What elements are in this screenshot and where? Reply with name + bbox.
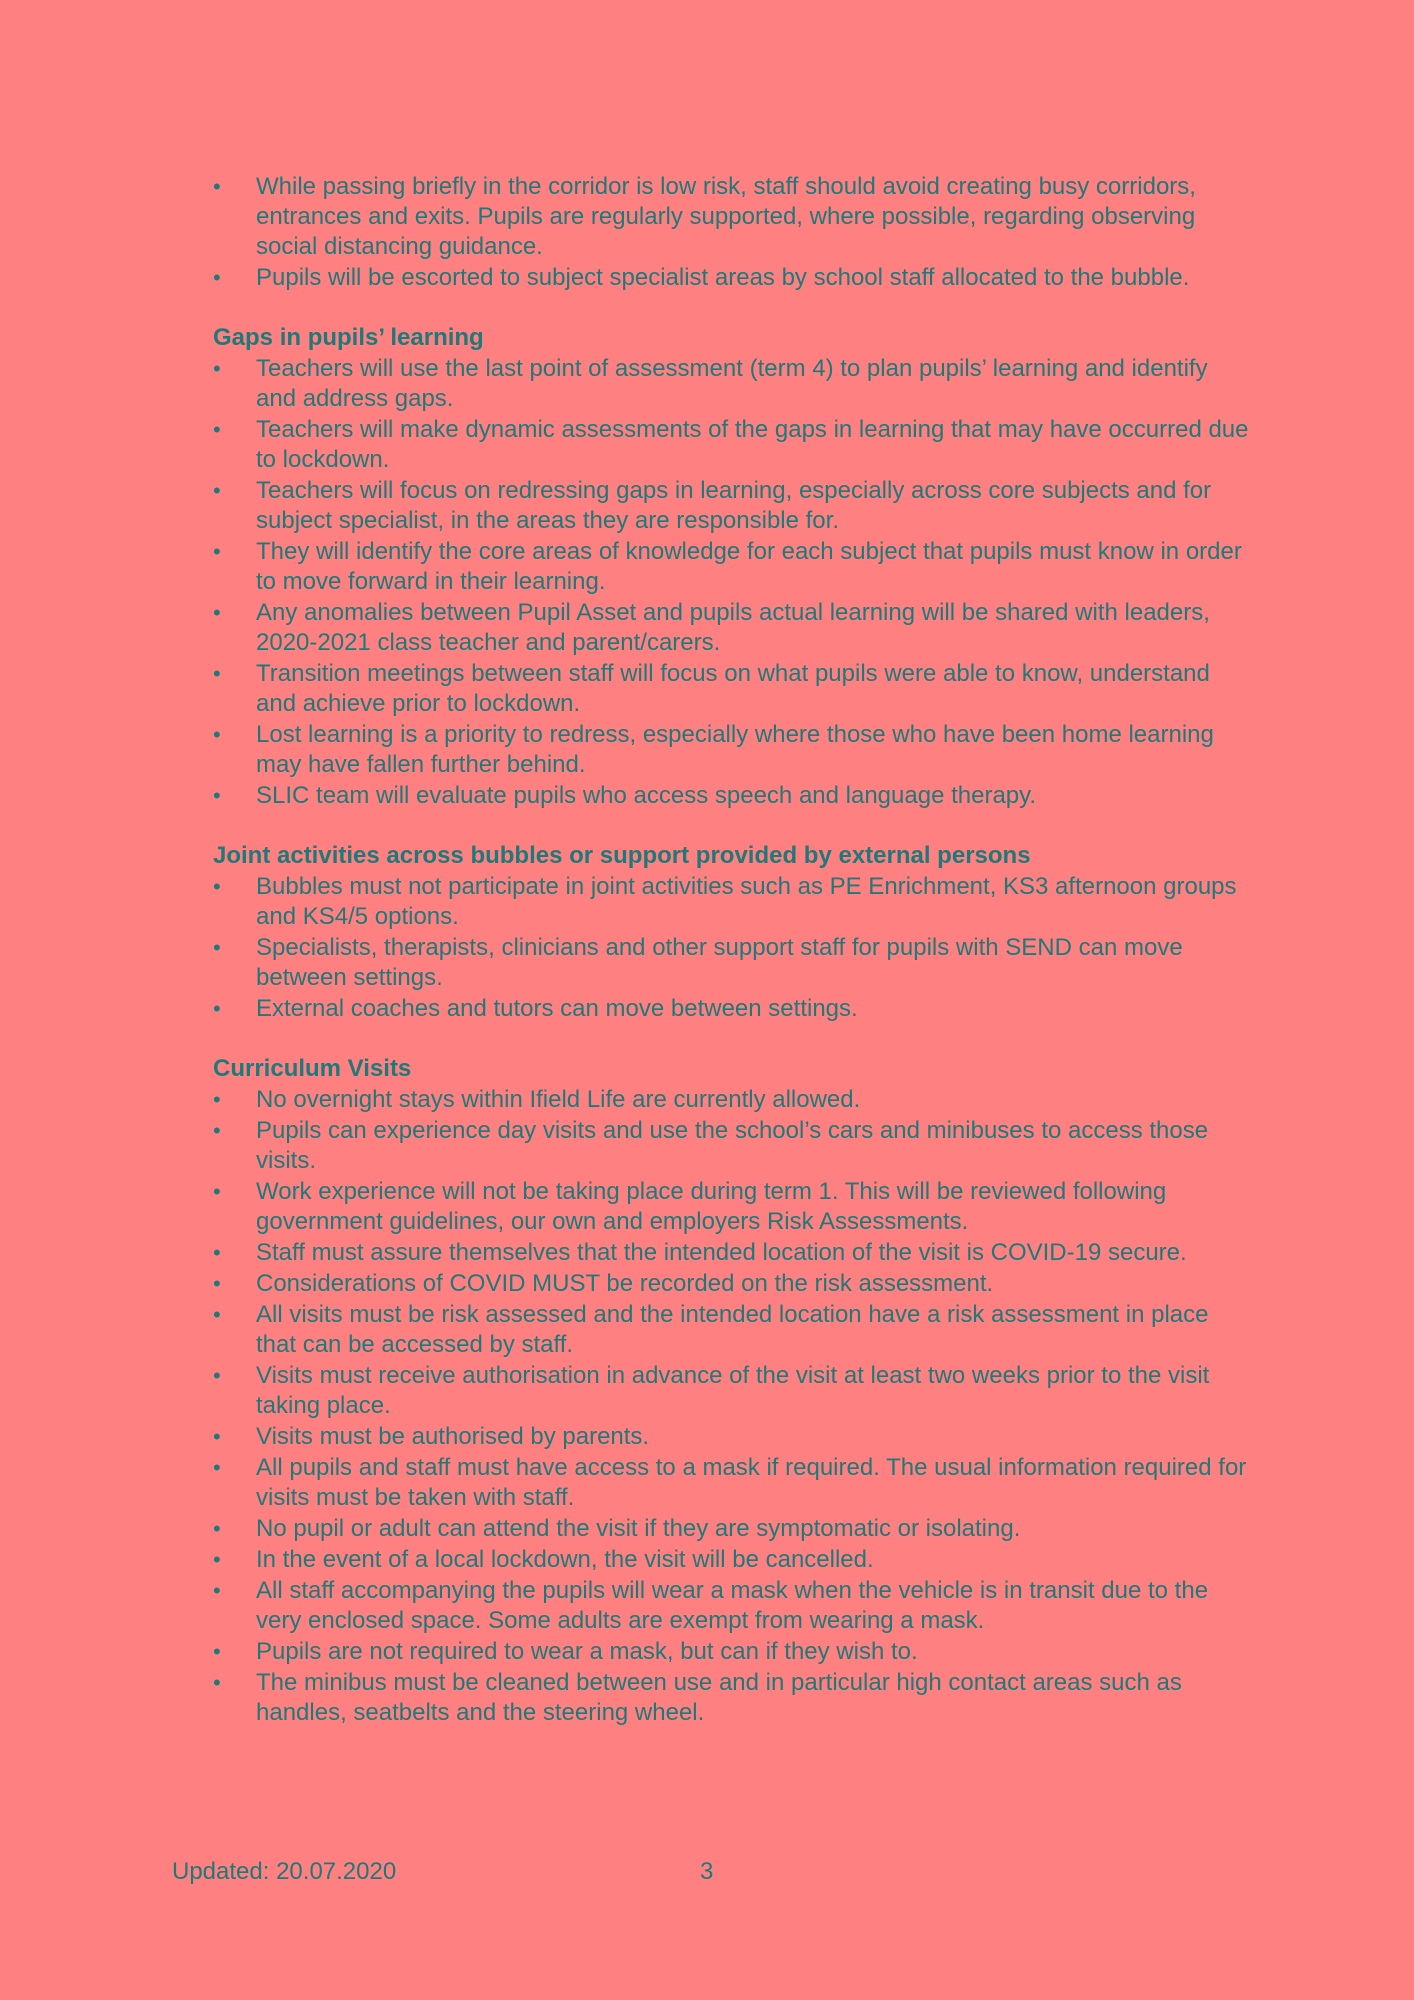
section-title: Gaps in pupils’ learning (213, 324, 484, 351)
bullet-text: All staff accompanying the pupils will wear a mask when the vehicle is in transit due to the very enclosed space. Some adults are exempt from wearing a mask. (256, 1577, 1209, 1634)
section-bullet-list (213, 872, 1253, 1024)
bullet-item (213, 659, 1253, 719)
bullet-item (213, 354, 1253, 414)
intro-bullet-list (213, 172, 1253, 293)
section-bullet-list (213, 1085, 1253, 1728)
bullet-item (213, 1576, 1253, 1636)
bullet-glyph: • (213, 600, 221, 625)
bullet-item (213, 1514, 1253, 1544)
bullet-glyph: • (213, 935, 221, 960)
bullet-item (213, 598, 1253, 658)
bullet-item (213, 1269, 1253, 1299)
bullet-text: Visits must receive authorisation in advance of the visit at least two weeks prior to the visit taking place. (256, 1362, 1210, 1419)
bullet-item (213, 1668, 1253, 1728)
bullet-item (213, 1453, 1253, 1513)
bullet-item (213, 872, 1253, 932)
bullet-text: External coaches and tutors can move between settings. (256, 995, 858, 1022)
bullet-text: They will identify the core areas of knowledge for each subject that pupils must know in order to move forward in their learning. (256, 538, 1242, 595)
bullet-item (213, 1361, 1253, 1421)
bullet-glyph: • (213, 417, 221, 442)
bullet-text: Specialists, therapists, clinicians and other support staff for pupils with SEND can move between settings. (256, 934, 1183, 991)
bullet-text: Any anomalies between Pupil Asset and pupils actual learning will be shared with leaders, 2020-2021 class teacher and parent/carers. (256, 599, 1210, 656)
bullet-glyph: • (213, 174, 221, 199)
bullet-item (213, 415, 1253, 475)
bullet-item (213, 1238, 1253, 1268)
sections-container (213, 323, 1253, 1728)
bullet-item (213, 1300, 1253, 1360)
bullet-text: Teachers will focus on redressing gaps in learning, especially across core subjects and for subject specialist, in the areas they are responsible for. (256, 477, 1212, 534)
bullet-text: Teachers will make dynamic assessments of the gaps in learning that may have occurred due to lockdown. (256, 416, 1249, 473)
bullet-item (213, 172, 1253, 262)
bullet-text: No pupil or adult can attend the visit if they are symptomatic or isolating. (256, 1515, 1021, 1542)
bullet-text: All pupils and staff must have access to a mask if required. The usual information required for visits must be taken with staff. (256, 1454, 1247, 1511)
bullet-text: While passing briefly in the corridor is low risk, staff should avoid creating busy corridors, entrances and exits. Pupils are regularly supported, where possible, regarding observing social distancing guidance. (256, 173, 1196, 260)
bullet-item (213, 720, 1253, 780)
bullet-item (213, 263, 1253, 293)
bullet-glyph: • (213, 1271, 221, 1296)
footer-page-number: 3 (700, 1858, 714, 1885)
section-bullet-list (213, 354, 1253, 811)
bullet-glyph: • (213, 1424, 221, 1449)
section-title: Joint activities across bubbles or support provided by external persons (213, 842, 1031, 869)
bullet-glyph: • (213, 996, 221, 1021)
bullet-glyph: • (213, 478, 221, 503)
bullet-item (213, 781, 1253, 811)
bullet-glyph: • (213, 356, 221, 381)
document-body (213, 172, 1253, 1729)
section (213, 1054, 1253, 1728)
bullet-text: The minibus must be cleaned between use and in particular high contact areas such as handles, seatbelts and the steering wheel. (256, 1669, 1182, 1726)
bullet-text: No overnight stays within Ifield Life are currently allowed. (256, 1086, 861, 1113)
bullet-glyph: • (213, 783, 221, 808)
bullet-glyph: • (213, 1670, 221, 1695)
bullet-text: Teachers will use the last point of assessment (term 4) to plan pupils’ learning and identify and address gaps. (256, 355, 1208, 412)
section (213, 841, 1253, 1024)
bullet-item (213, 537, 1253, 597)
bullet-text: Pupils can experience day visits and use the school’s cars and minibuses to access those visits. (256, 1117, 1209, 1174)
bullet-text: Pupils will be escorted to subject specialist areas by school staff allocated to the bubble. (256, 264, 1190, 291)
bullet-text: All visits must be risk assessed and the intended location have a risk assessment in place that can be accessed by staff. (256, 1301, 1209, 1358)
bullet-text: Bubbles must not participate in joint activities such as PE Enrichment, KS3 afternoon groups and KS4/5 options. (256, 873, 1237, 930)
bullet-glyph: • (213, 1578, 221, 1603)
bullet-glyph: • (213, 1455, 221, 1480)
bullet-glyph: • (213, 1639, 221, 1664)
bullet-text: Transition meetings between staff will focus on what pupils were able to know, understand and achieve prior to lockdown. (256, 660, 1210, 717)
bullet-glyph: • (213, 661, 221, 686)
bullet-glyph: • (213, 1547, 221, 1572)
bullet-glyph: • (213, 539, 221, 564)
bullet-item (213, 1637, 1253, 1667)
bullet-item (213, 1422, 1253, 1452)
bullet-glyph: • (213, 1240, 221, 1265)
bullet-glyph: • (213, 265, 221, 290)
bullet-text: Lost learning is a priority to redress, especially where those who have been home learning may have fallen further behind. (256, 721, 1214, 778)
bullet-text: SLIC team will evaluate pupils who access speech and language therapy. (256, 782, 1037, 809)
bullet-glyph: • (213, 874, 221, 899)
bullet-text: Visits must be authorised by parents. (256, 1423, 650, 1450)
bullet-item (213, 1085, 1253, 1115)
bullet-glyph: • (213, 1118, 221, 1143)
section-title: Curriculum Visits (213, 1055, 412, 1082)
bullet-item (213, 1177, 1253, 1237)
footer-updated-date: Updated: 20.07.2020 (172, 1858, 397, 1885)
bullet-text: Work experience will not be taking place during term 1. This will be reviewed following government guidelines, our own and employers Risk Assessments. (256, 1178, 1167, 1235)
bullet-glyph: • (213, 1363, 221, 1388)
bullet-glyph: • (213, 722, 221, 747)
bullet-glyph: • (213, 1179, 221, 1204)
section (213, 323, 1253, 811)
bullet-glyph: • (213, 1087, 221, 1112)
bullet-item (213, 1116, 1253, 1176)
bullet-item (213, 476, 1253, 536)
bullet-text: In the event of a local lockdown, the visit will be cancelled. (256, 1546, 874, 1573)
bullet-text: Considerations of COVID MUST be recorded on the risk assessment. (256, 1270, 994, 1297)
bullet-item (213, 1545, 1253, 1575)
bullet-glyph: • (213, 1516, 221, 1541)
bullet-item (213, 933, 1253, 993)
bullet-text: Pupils are not required to wear a mask, but can if they wish to. (256, 1638, 918, 1665)
bullet-text: Staff must assure themselves that the intended location of the visit is COVID-19 secure. (256, 1239, 1187, 1266)
bullet-item (213, 994, 1253, 1024)
bullet-glyph: • (213, 1302, 221, 1327)
